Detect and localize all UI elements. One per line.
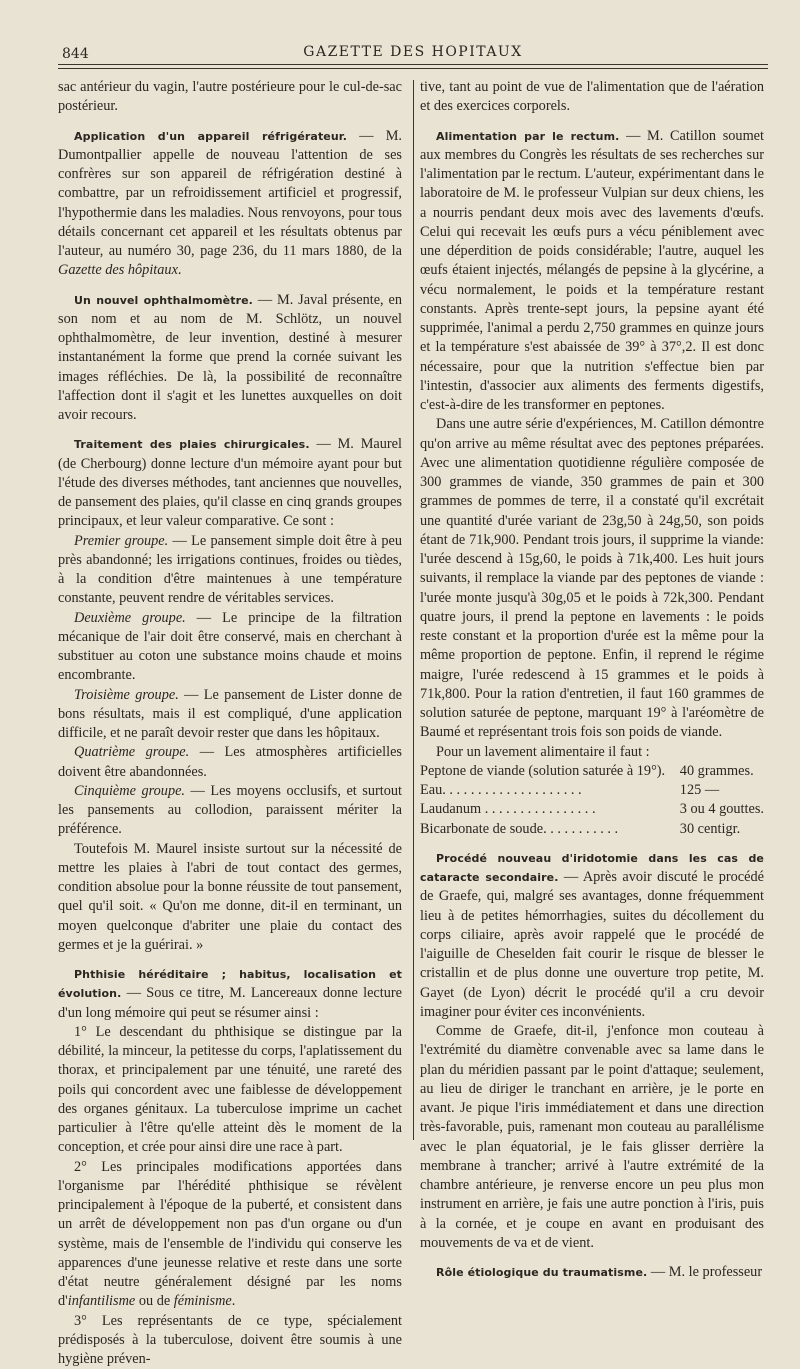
- header-rule-top: [58, 64, 768, 65]
- article-rectum: [420, 127, 764, 416]
- article-text-end: .: [178, 262, 182, 278]
- recipe-quantity: 125 —: [672, 781, 764, 800]
- header-rule-bottom: [58, 68, 768, 69]
- recipe-quantity: 30 centigr.: [672, 820, 764, 839]
- article-refrigerateur: [58, 127, 402, 281]
- article-phthisie: [58, 965, 402, 1023]
- recipe-quantity: 40 grammes.: [672, 762, 764, 781]
- groupe-text: — Les moyens occlusifs, et surtout les pansements au collodion, paraissent mériter la préférence.: [58, 783, 402, 838]
- point-1: 1° Le descendant du phthisique se distingue par la débilité, la minceur, la petitesse du corps, l'aplatissement du thorax, et principalement par une ténuité, une rareté des poils qui concordent avec une faiblesse de développement des organes génitaux. La tuberculose imprime un cachet particulier à l'être qu'elle atteint dès le moment de la conception, et crée pour ainsi dire une race à part.: [58, 1023, 402, 1158]
- journal-reference: Gazette des hôpitaux: [58, 262, 178, 278]
- recipe-row: [420, 781, 764, 800]
- article-heading: Application d'un appareil réfrigérateur.: [74, 130, 347, 143]
- article-heading: Traitement des plaies chirurgicales.: [74, 438, 310, 451]
- article-traumatisme: [420, 1263, 764, 1282]
- article-text: — M. le professeur: [647, 1264, 762, 1280]
- recipe-ingredient: Laudanum . . . . . . . . . . . . . . . .: [420, 800, 672, 819]
- recipe-ingredient: Eau. . . . . . . . . . . . . . . . . . . .: [420, 781, 672, 800]
- recipe-row: [420, 762, 764, 781]
- article-heading: Alimentation par le rectum.: [436, 130, 619, 143]
- article-text: — M. Dumontpallier appelle de nouveau l'attention de ses confrères sur son appareil de réfrigération destiné à combattre, par un refroidissement artificiel et progressif, l'hypothermie dans les maladies. Nous renvoyons, pour tous détails concernant cet appareil et les résultats obtenus par l'auteur, au numéro 30, page 236, du 11 mars 1880, de la: [58, 128, 402, 260]
- article-text: — M. Javal présente, en son nom et au nom de M. Schlötz, un nouvel ophthalmomètre, de leur invention, destiné à mesurer instantanément la forme que prend la cornée suivant les images réfléchies. De là, la possibilité de reconnaître l'affection dont il s'agit et les lunettes auxquelles on doit avoir recours.: [58, 292, 402, 424]
- article-iridotomie: [420, 849, 764, 1022]
- groupe-label: Premier groupe.: [74, 533, 168, 549]
- article-heading: Phthisie héréditaire ; habitus, localisation et évolution.: [58, 968, 402, 1000]
- groupe-label: Deuxième groupe.: [74, 610, 186, 626]
- term-infantilisme: infantilisme: [68, 1293, 136, 1309]
- page-header: [58, 44, 768, 64]
- groupe-item: [58, 532, 402, 609]
- groupe-text: — Le principe de la filtration mécanique de l'air doit être conservé, mais en cherchant à substituer au coton une substance moins chaude et moins encombrante.: [58, 610, 402, 684]
- recipe-table: [420, 762, 764, 839]
- article-plaies: [58, 435, 402, 531]
- groupe-label: Quatrième groupe.: [74, 744, 189, 760]
- article-text: — M. Catillon soumet aux membres du Congrès les résultats de ses recherches sur l'alimentation par le rectum. L'auteur, expérimentant dans le laboratoire de M. le professeur Vulpian sur deux chiens, les a nourris pendant deux mois avec des lavements d'œufs. Celui qui recevait les œufs purs a vécu péniblement avec une déperdition de poids considérable; l'autre, auquel les œufs étaient injectés, mélangés de pepsine à la glycérine, a vécu normalement, le poids et la température restant constants. Après trente-sept jours, la pepsine ayant été supprimée, l'animal a perdu 2,750 grammes en quinze jours et la température s'est abaissée de 39° à 37°,2. Il est donc nécessaire, pour que la nutrition s'effectue bien par l'intestin, d'associer aux aliments des ferments digestifs, c'est-à-dire de les transformer en peptones.: [420, 128, 764, 414]
- column-divider: [413, 80, 414, 1140]
- point-2-text: 2° Les principales modifications apportées dans l'organisme par l'hérédité phthisique se révèlent principalement à l'époque de la puberté, et consistent dans un arrêt de développement non pas d'un organe ou d'un système, mais de l'ensemble de l'individu qui conserve les apparences d'une jeunesse relative et reste dans une sorte d'état neutre généralement désigné par les noms d': [58, 1159, 402, 1310]
- point-2-mid: ou de: [135, 1293, 174, 1309]
- article-text: — Après avoir discuté le procédé de Graefe, qui, malgré ses avantages, donne fréquemment lieu à de petites hémorrhagies, suites du décollement du corps ciliaire, après avoir rappelé que le procédé de l'aiguille de Cheselden fait courir le risque de blesser le cristallin et de plus donne une ouverture trop petite, M. Gayet (de Lyon) décrit le procédé qu'il a cru devoir imaginer pour éviter ces inconvénients.: [420, 869, 764, 1020]
- paragraph-toutefois: Toutefois M. Maurel insiste surtout sur la nécessité de mettre les plaies à l'abri de tout contact des germes, condition absolue pour la bonne réussite de tout pansement, quel qu'il soit. « Qu'on me donne, dit-il en terminant, un moyen quelconque d'abriter une plaie du contact des germes et je la guérirai. »: [58, 840, 402, 956]
- recipe-ingredient: Peptone de viande (solution saturée à 19°).: [420, 762, 672, 781]
- journal-title: GAZETTE DES HOPITAUX: [58, 44, 768, 60]
- groupe-label: Cinquième groupe.: [74, 783, 185, 799]
- article-heading: Rôle étiologique du traumatisme.: [436, 1266, 647, 1279]
- article-heading: Un nouvel ophthalmomètre.: [74, 294, 253, 307]
- groupe-text: — Le pansement de Lister donne de bons résultats, mais il est compliqué, d'une application difficile, et ne paraît devoir rester que dans les hôpitaux.: [58, 687, 402, 742]
- continued-paragraph: tive, tant au point de vue de l'alimentation que de l'aération et des exercices corporels.: [420, 78, 764, 117]
- paragraph-lavement: Pour un lavement alimentaire il faut :: [420, 743, 764, 762]
- right-column: [420, 78, 764, 1282]
- article-text: — Sous ce titre, M. Lancereaux donne lecture d'un long mémoire qui peut se résumer ainsi :: [58, 985, 402, 1020]
- page-number: 844: [62, 46, 89, 62]
- point-3: 3° Les représentants de ce type, spécialement prédisposés à la tuberculose, doivent être soumis à une hygiène préven-: [58, 1312, 402, 1369]
- groupe-text: — Les atmosphères artificielles doivent être abandonnées.: [58, 744, 402, 779]
- continued-paragraph: sac antérieur du vagin, l'autre postérieure pour le cul-de-sac postérieur.: [58, 78, 402, 117]
- recipe-ingredient: Bicarbonate de soude. . . . . . . . . . .: [420, 820, 672, 839]
- groupe-item: [58, 743, 402, 782]
- paragraph-experiences: Dans une autre série d'expériences, M. Catillon démontre qu'on arrive au même résultat avec des peptones préparées. Avec une alimentation quotidienne régulière composée de 300 grammes de viande, 350 grammes de pain et 300 grammes de pommes de terre, il a constaté qu'il excrétait une quantité d'urée variant de 23g,50 à 24g,50, son poids étant de 71k,900. Pendant trois jours, il supprime la viande: l'urée descend à 15g,60, le poids à 71k,400. Les huit jours suivants, il remplace la viande par des peptones de viande : l'urée monte jusqu'à 30g,05 et le poids à 72k,300. Pendant quatre jours, il prend la peptone en lavements : le poids reste constant et la proportion d'urée est la même pour la même proportion de peptone. Enfin, il reprend le régime maigre, l'urée redescend à 15 grammes et le poids à 71k,800. Pour la ration d'entretien, il faut 160 grammes de solution saturée de peptone, marquant 19° à l'aréomètre de Baumé et représentant trois fois son poids de viande.: [420, 415, 764, 742]
- article-text: — M. Maurel (de Cherbourg) donne lecture d'un mémoire ayant pour but l'étude des diverses méthodes, tant anciennes que nouvelles, de pansement des plaies, qu'il classe en cinq grands groupes principaux, et leur valeur comparative. Ce sont :: [58, 436, 402, 529]
- point-2: [58, 1158, 402, 1312]
- recipe-row: [420, 820, 764, 839]
- recipe-row: [420, 800, 764, 819]
- groupe-item: [58, 609, 402, 686]
- left-column: [58, 78, 402, 1369]
- groupe-label: Troisième groupe.: [74, 687, 179, 703]
- article-ophthalmometre: [58, 291, 402, 426]
- recipe-quantity: 3 ou 4 gouttes.: [672, 800, 764, 819]
- paragraph-graefe: Comme de Graefe, dit-il, j'enfonce mon couteau à l'extrémité du diamètre convenable avec sa lame dans le plan du méridien passant par le point d'attaque; seulement, au lieu de diriger le tranchant en arrière, je le porte en avant. Je pique l'iris immédiatement et dans une direction très-favorable, puis, ramenant mon couteau au parallélisme avec le plan équatorial, je le fais glisser derrière la membrane à trancher; arrivé à l'autre extrémité de la chambre antérieure, je renverse encore un peu plus mon instrument en arrière, je fais une autre ponction à l'iris, puis à la cornée, et je coupe en avant en produisant des mouvements de va et de vient.: [420, 1022, 764, 1253]
- term-feminisme: féminisme: [174, 1293, 232, 1309]
- article-heading: Procédé nouveau d'iridotomie dans les cas de cataracte secondaire.: [420, 852, 764, 884]
- point-2-end: .: [232, 1293, 236, 1309]
- groupe-item: [58, 686, 402, 744]
- groupe-text: — Le pansement simple doit être à peu près abandonné; les irrigations continues, froides ou tièdes, à la condition d'être maintenues à une température constante, peuvent rendre de véritables services.: [58, 533, 402, 607]
- groupe-item: [58, 782, 402, 840]
